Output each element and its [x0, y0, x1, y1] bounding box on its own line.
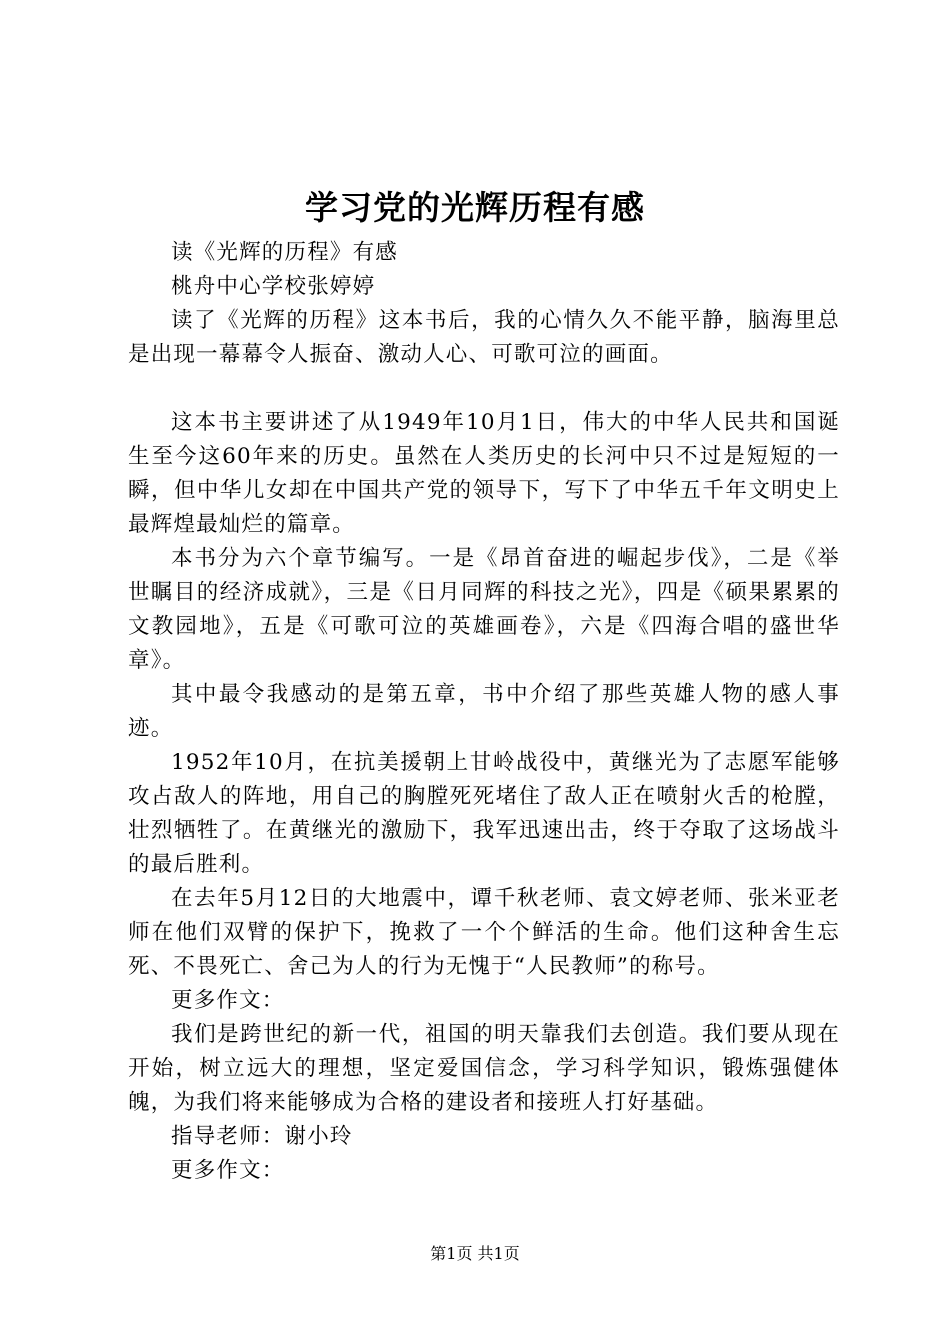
more-essays-label: 更多作文： — [171, 988, 285, 1013]
paragraph-history: 这本书主要讲述了从1949年10月1日，伟大的中华人民共和国诞生至今这60年来的历史。虽然在人类历史的长河中只不过是短短的一瞬，但中华儿女却在中国共产党的领导下，写下了中华五千年文明史上最辉煌最灿烂的篇章。 — [128, 410, 840, 537]
paragraph-huang-jiguang: 1952年10月，在抗美援朝上甘岭战役中，黄继光为了志愿军能够攻占敌人的阵地，用自己的胸膛死死堵住了敌人正在喷射火舌的枪膛，壮烈牺牲了。在黄继光的激励下，我军迅速出击，终于夺取了这场战斗的最后胜利。 — [128, 750, 840, 877]
paragraph-earthquake: 在去年5月12日的大地震中，谭千秋老师、袁文婷老师、张米亚老师在他们双臂的保护下，挽救了一个个鲜活的生命。他们这种舍生忘死、不畏死亡、舍己为人的行为无愧于“人民教师”的称号。 — [128, 886, 840, 979]
subtitle: 读《光辉的历程》有感 — [171, 240, 399, 265]
teacher-line: 指导老师：谢小玲 — [171, 1124, 353, 1149]
document-body — [128, 236, 840, 1188]
page-footer: 第1页 共1页 — [430, 1244, 520, 1263]
author-line: 桃舟中心学校张婷婷 — [171, 274, 376, 299]
document-title: 学习党的光辉历程有感 — [305, 188, 645, 227]
paragraph-chapters: 本书分为六个章节编写。一是《昂首奋进的崛起步伐》，二是《举世瞩目的经济成就》，三是《日月同辉的科技之光》，四是《硕果累累的文教园地》，五是《可歌可泣的英雄画卷》，六是《四海合唱的盛世华章》。 — [128, 546, 840, 673]
paragraph-conclusion: 我们是跨世纪的新一代，祖国的明天靠我们去创造。我们要从现在开始，树立远大的理想，坚定爱国信念，学习科学知识，锻炼强健体魄，为我们将来能够成为合格的建设者和接班人打好基础。 — [128, 1022, 840, 1115]
paragraph-chapter-five: 其中最令我感动的是第五章，书中介绍了那些英雄人物的感人事迹。 — [128, 682, 840, 741]
paragraph-intro: 读了《光辉的历程》这本书后，我的心情久久不能平静，脑海里总是出现一幕幕令人振奋、激动人心、可歌可泣的画面。 — [128, 308, 840, 367]
more-essays-label-2: 更多作文： — [171, 1158, 285, 1183]
